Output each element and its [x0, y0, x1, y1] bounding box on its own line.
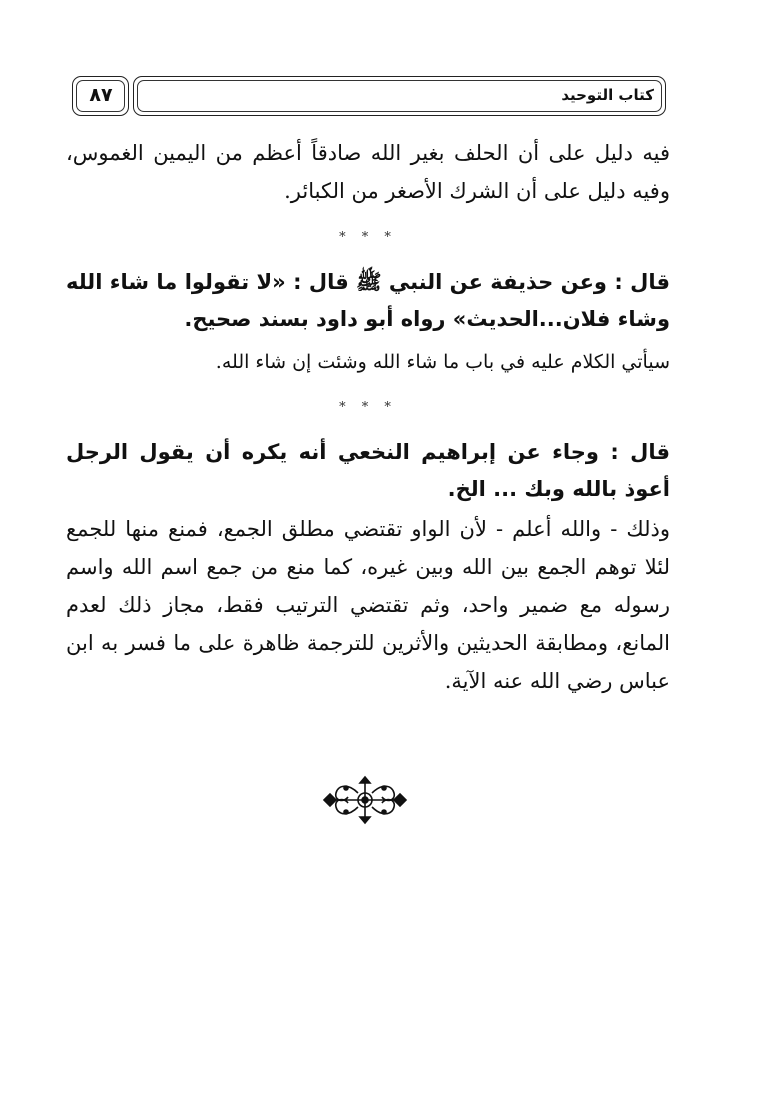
paragraph-2: سيأتي الكلام عليه في باب ما شاء الله وشئت إن شاء الله.	[215, 351, 670, 373]
athar-ibrahim-nakhai: قال : وجاء عن إبراهيم النخعي أنه يكره أن يقول الرجل أعوذ بالله وبك ... الخ.	[66, 440, 670, 501]
paragraph-1: فيه دليل على أن الحلف بغير الله صادقاً أعظم من اليمين الغموس، وفيه دليل على أن الشرك الأصغر من الكبائر.	[66, 141, 670, 203]
paragraph-3: وذلك - والله أعلم - لأن الواو تقتضي مطلق الجمع، فمنع منها للجمع لئلا توهم الجمع بين الله وبين غيره، كما منع من جمع اسم الله واسم رسوله مع ضمير واحد، وثم تقتضي الترتيب فقط، مجاز ذلك لعدم المانع، ومطابقة الحديثين والأثرين للترجمة ظاهرة على ما فسر به ابن عباس رضي الله عنه الآية.	[66, 517, 670, 693]
floral-ornament-icon	[318, 775, 412, 825]
section-separator-2: * * *	[339, 400, 397, 415]
book-title: كتاب التوحيد	[561, 86, 654, 104]
page-number: ٨٧	[89, 84, 113, 106]
hadith-hudhayfah: قال : وعن حذيفة عن النبي ﷺ قال : «لا تقولوا ما شاء الله وشاء فلان...الحديث» رواه أبو داود بسند صحيح.	[66, 270, 670, 331]
section-separator-1: * * *	[339, 230, 397, 245]
